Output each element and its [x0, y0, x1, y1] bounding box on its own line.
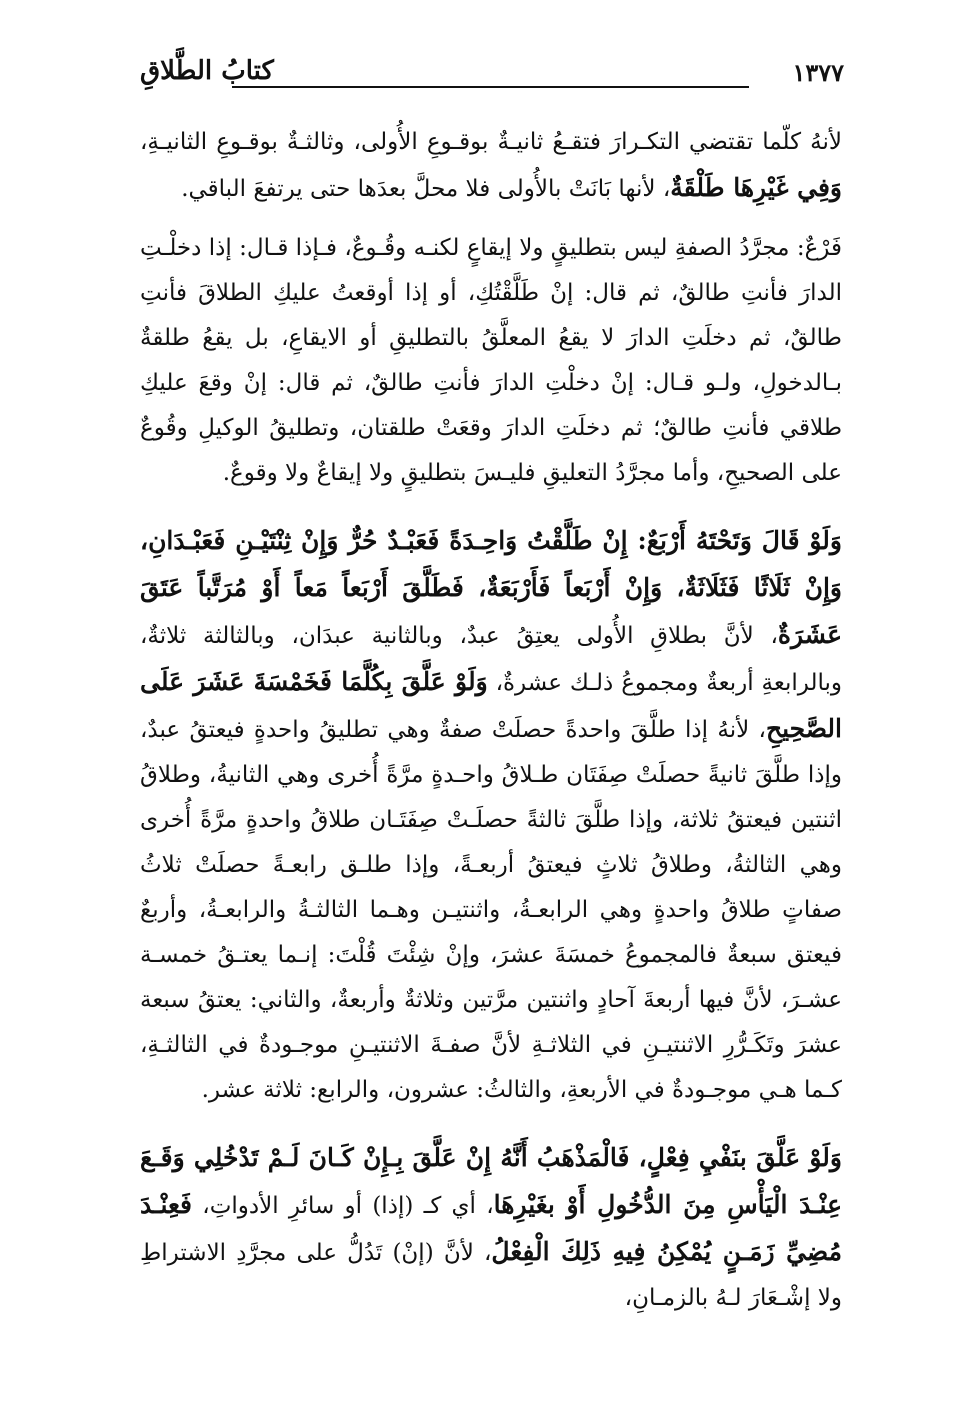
commentary-text: ، لأنها بَانَتْ بالأُولى فلا محلَّ بعدَها حتى يرتفعَ الباقي. [181, 176, 671, 202]
commentary-text: ، لأنهُ إذا طلَّقَ واحدةً حصلَتْ صفةٌ وهي تطليقُ واحدةٍ فيعتقُ عبدٌ، وإذا طلَّقَ ثانيةً حصلَتْ صِفَتَان طـلاقُ واحـدةٍ مرَّةً أُخرى وهي الثانيةُ، وطلاقُ اثنتين فيعتقُ ثلاثة، وإذا طلَّقَ ثالثةً حصلَـتْ صِفَتَـان طلاقُ واحدةٍ مرَّةً أُخرى وهي الثالثةُ، وطلاقُ ثلاثٍ فيعتقُ أربعـةً، وإذا طلـق رابعـةً حصلَتْ ثلاثُ صفاتٍ طلاقُ واحدةٍ وهي الرابعـةُ، واثنتيـن وهـما الثالثـةُ والرابعـةُ، وأربعٌ فيعتق سبعةٌ فالمجموعُ خمسَةَ عشرَ، وإنْ شِئْتَ قُلْتَ: إنـما يعتـقُ خمسـة عشـرَ، لأنَّ فيها أربعةَ آحادٍ واثنتين مرَّتين وثلاثةٌ وأربعةٌ، والثاني: يعتقُ سبعة عشرَ وتَكَـرُّرِ الاثنتيـنِ في الثلاثـةِ لأنَّ صفـةَ الاثنتيـنِ موجـودةٌ في الثالثـةِ، كـما هـي موجـودةٌ في الأربعةِ، والثالثُ: عشرون، والرابع: ثلاثة عشر. [140, 717, 842, 1103]
page-number: ١٣٧٧ [792, 58, 844, 87]
matn-text: وَلَوْ عَلَّقَ بِكُلَّمَا فَخَمْسَةَ عَشَرَ عَلَى الصَّحِيحِ [140, 667, 842, 743]
commentary-text: فَرْعٌ: مجرَّدُ الصفةِ ليس بتطليقٍ ولا إيقاعٍ لكنـه وقُـوعٌ، فـإذا قـال: إذا دخلْـتِ الدارَ فأنتِ طالقٌ، ثم قال: إنْ طَلَّقْتُكِ، أو إذا أوقعتُ عليكِ الطلاقَ فأنتِ طالقٌ، ثم دخلَتِ الدارَ لا يقعُ المعلَّقُ بالتطليقِ أو الايقاعِ، بل يقعُ طلقةٌ بـالدخولِ، ولـو قـال: إنْ دخلْتِ الدارَ فأنتِ طالقٌ، ثم قال: إنْ وقعَ عليكِ طلاقي فأنتِ طالقٌ؛ ثم دخلَتِ الدارَ وقعَتْ طلقتان، وتطليقُ الوكيلِ وقُوعٌ على الصحيحِ، وأما مجرَّدُ التعليقِ فليـسَ بتطليقٍ ولا إيقاعٌ ولا وقوعٌ. [140, 235, 842, 486]
commentary-text: لأنهُ كلّما تقتضي التكـرارَ فتقـعُ ثانيـةٌ بوقـوعِ الأُولى، وثالثـةٌ بوقـوعِ الثانيـةِ، [140, 129, 842, 155]
commentary-text: ، أي كـ (إذا) أو سائرِ الأدواتِ، [192, 1193, 494, 1219]
commentary-text: ، لأنَّ بطلاقِ الأُولى يعتِقُ عبدٌ، وبالثانية عبدَان، وبالثالثة ثلاثةٌ، وبالرابعةِ أربعةٌ ومجموعُ ذلـك عشرةٌ، [140, 623, 842, 696]
matn-text: وَفِي غَيْرِهَا طَلْقَةٌ [670, 173, 842, 202]
page-body [140, 120, 842, 1321]
paragraph [140, 226, 842, 496]
matn-text: وَلَوْ قَالَ وَتَحْتَهُ أَرْبَعٌ: إِنْ طَلَّقْتُ وَاحِـدَةً فَعَبْـدٌ حُرٌّ وَإِنْ ثِنْتَيْـنِ فَعَبْـدَانِ، وَإِنْ ثَلَاثًا فَثَلَاثَةٌ، وَإِنْ أَرْبَعاً فَأَرْبَعَةٌ، فَطَلَّقَ أَرْبَعاً مَعاً أَوْ مُرَتَّباً عَتَقَ عَشَرَةٌ [140, 526, 842, 649]
page-header [140, 52, 844, 92]
header-divider [232, 86, 749, 88]
matn-text: وَلَوْ عَلَّقَ بنَفْيِ فِعْلٍ، فَالْمَذْهَبُ أَنَّهُ إِنْ عَلَّقَ بِـإِنْ كَـانَ لَـمْ تَدْخُلِي وَقَـعَ عِنْـدَ الْيَأْسِ مِنَ الدُّخُولِ أَوْ بغَيْرِهَا [140, 1143, 842, 1219]
paragraph [140, 1135, 842, 1321]
commentary-text: ، لأنَّ (إنْ) تَدُلُّ على مجرَّدِ الاشتراطِ ولا إشْـعَارَ لـهُ بالزمـانِ، [140, 1240, 842, 1311]
paragraph [140, 518, 842, 1113]
paragraph [140, 120, 842, 212]
matn-text: فَعِنْـدَ مُضِيِّ زَمَـنٍ يُمْكِنُ فِيهِ ذَلِكَ الْفِعْلُ [140, 1190, 842, 1266]
running-title: كتابُ الطَّلاقِ [140, 56, 274, 86]
